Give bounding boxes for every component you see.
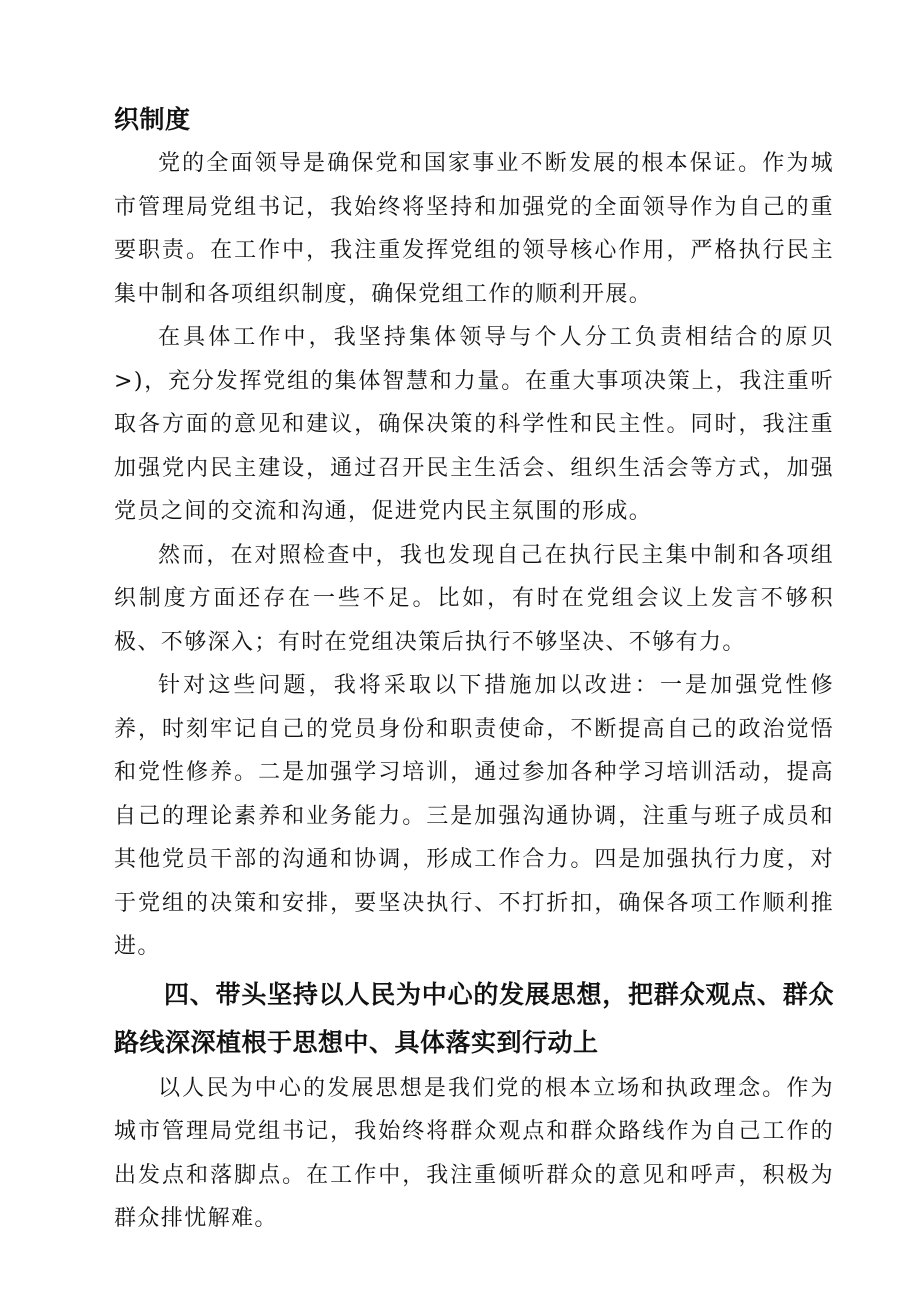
paragraph: 在具体工作中，我坚持集体领导与个人分工负责相结合的原贝>)，充分发挥党组的集体智慧和力量。在重大事项决策上，我注重听取各方面的意见和建议，确保决策的科学性和民主性。同时，我注重加强党内民主建设，通过召开民主生活会、组织生活会等方式，加强党员之间的交流和沟通，促进党内民主氛围的形成。 [114,325,834,524]
section-heading: 四、带头坚持以人民为中心的发展思想，把群众观点、群众路线深深植根于思想中、具体落实到行动上 [114,979,834,1057]
continued-heading: 织制度 [114,105,191,134]
paragraph: 党的全面领导是确保党和国家事业不断发展的根本保证。作为城市管理局党组书记，我始终将坚持和加强党的全面领导作为自己的重要职责。在工作中，我注重发挥党组的领导核心作用，严格执行民主集中制和各项组织制度，确保党组工作的顺利开展。 [114,151,834,307]
paragraph: 然而，在对照检查中，我也发现自己在执行民主集中制和各项组织制度方面还存在一些不足。比如，有时在党组会议上发言不够积极、不够深入；有时在党组决策后执行不够坚决、不够有力。 [114,542,834,655]
paragraph: 以人民为中心的发展思想是我们党的根本立场和执政理念。作为城市管理局党组书记，我始终将群众观点和群众路线作为自己工作的出发点和落脚点。在工作中，我注重倾听群众的意见和呼声，积极为群众排忧解难。 [114,1075,834,1231]
document-page [114,96,834,1241]
paragraph: 针对这些问题，我将采取以下措施加以改进：一是加强党性修养，时刻牢记自己的党员身份和职责使命，不断提高自己的政治觉悟和党性修养。二是加强学习培训，通过参加各种学习培训活动，提高自己的理论素养和业务能力。三是加强沟通协调，注重与班子成员和其他党员干部的沟通和协调，形成工作合力。四是加强执行力度，对于党组的决策和安排，要坚决执行、不打折扣，确保各项工作顺利推进。 [114,673,834,959]
